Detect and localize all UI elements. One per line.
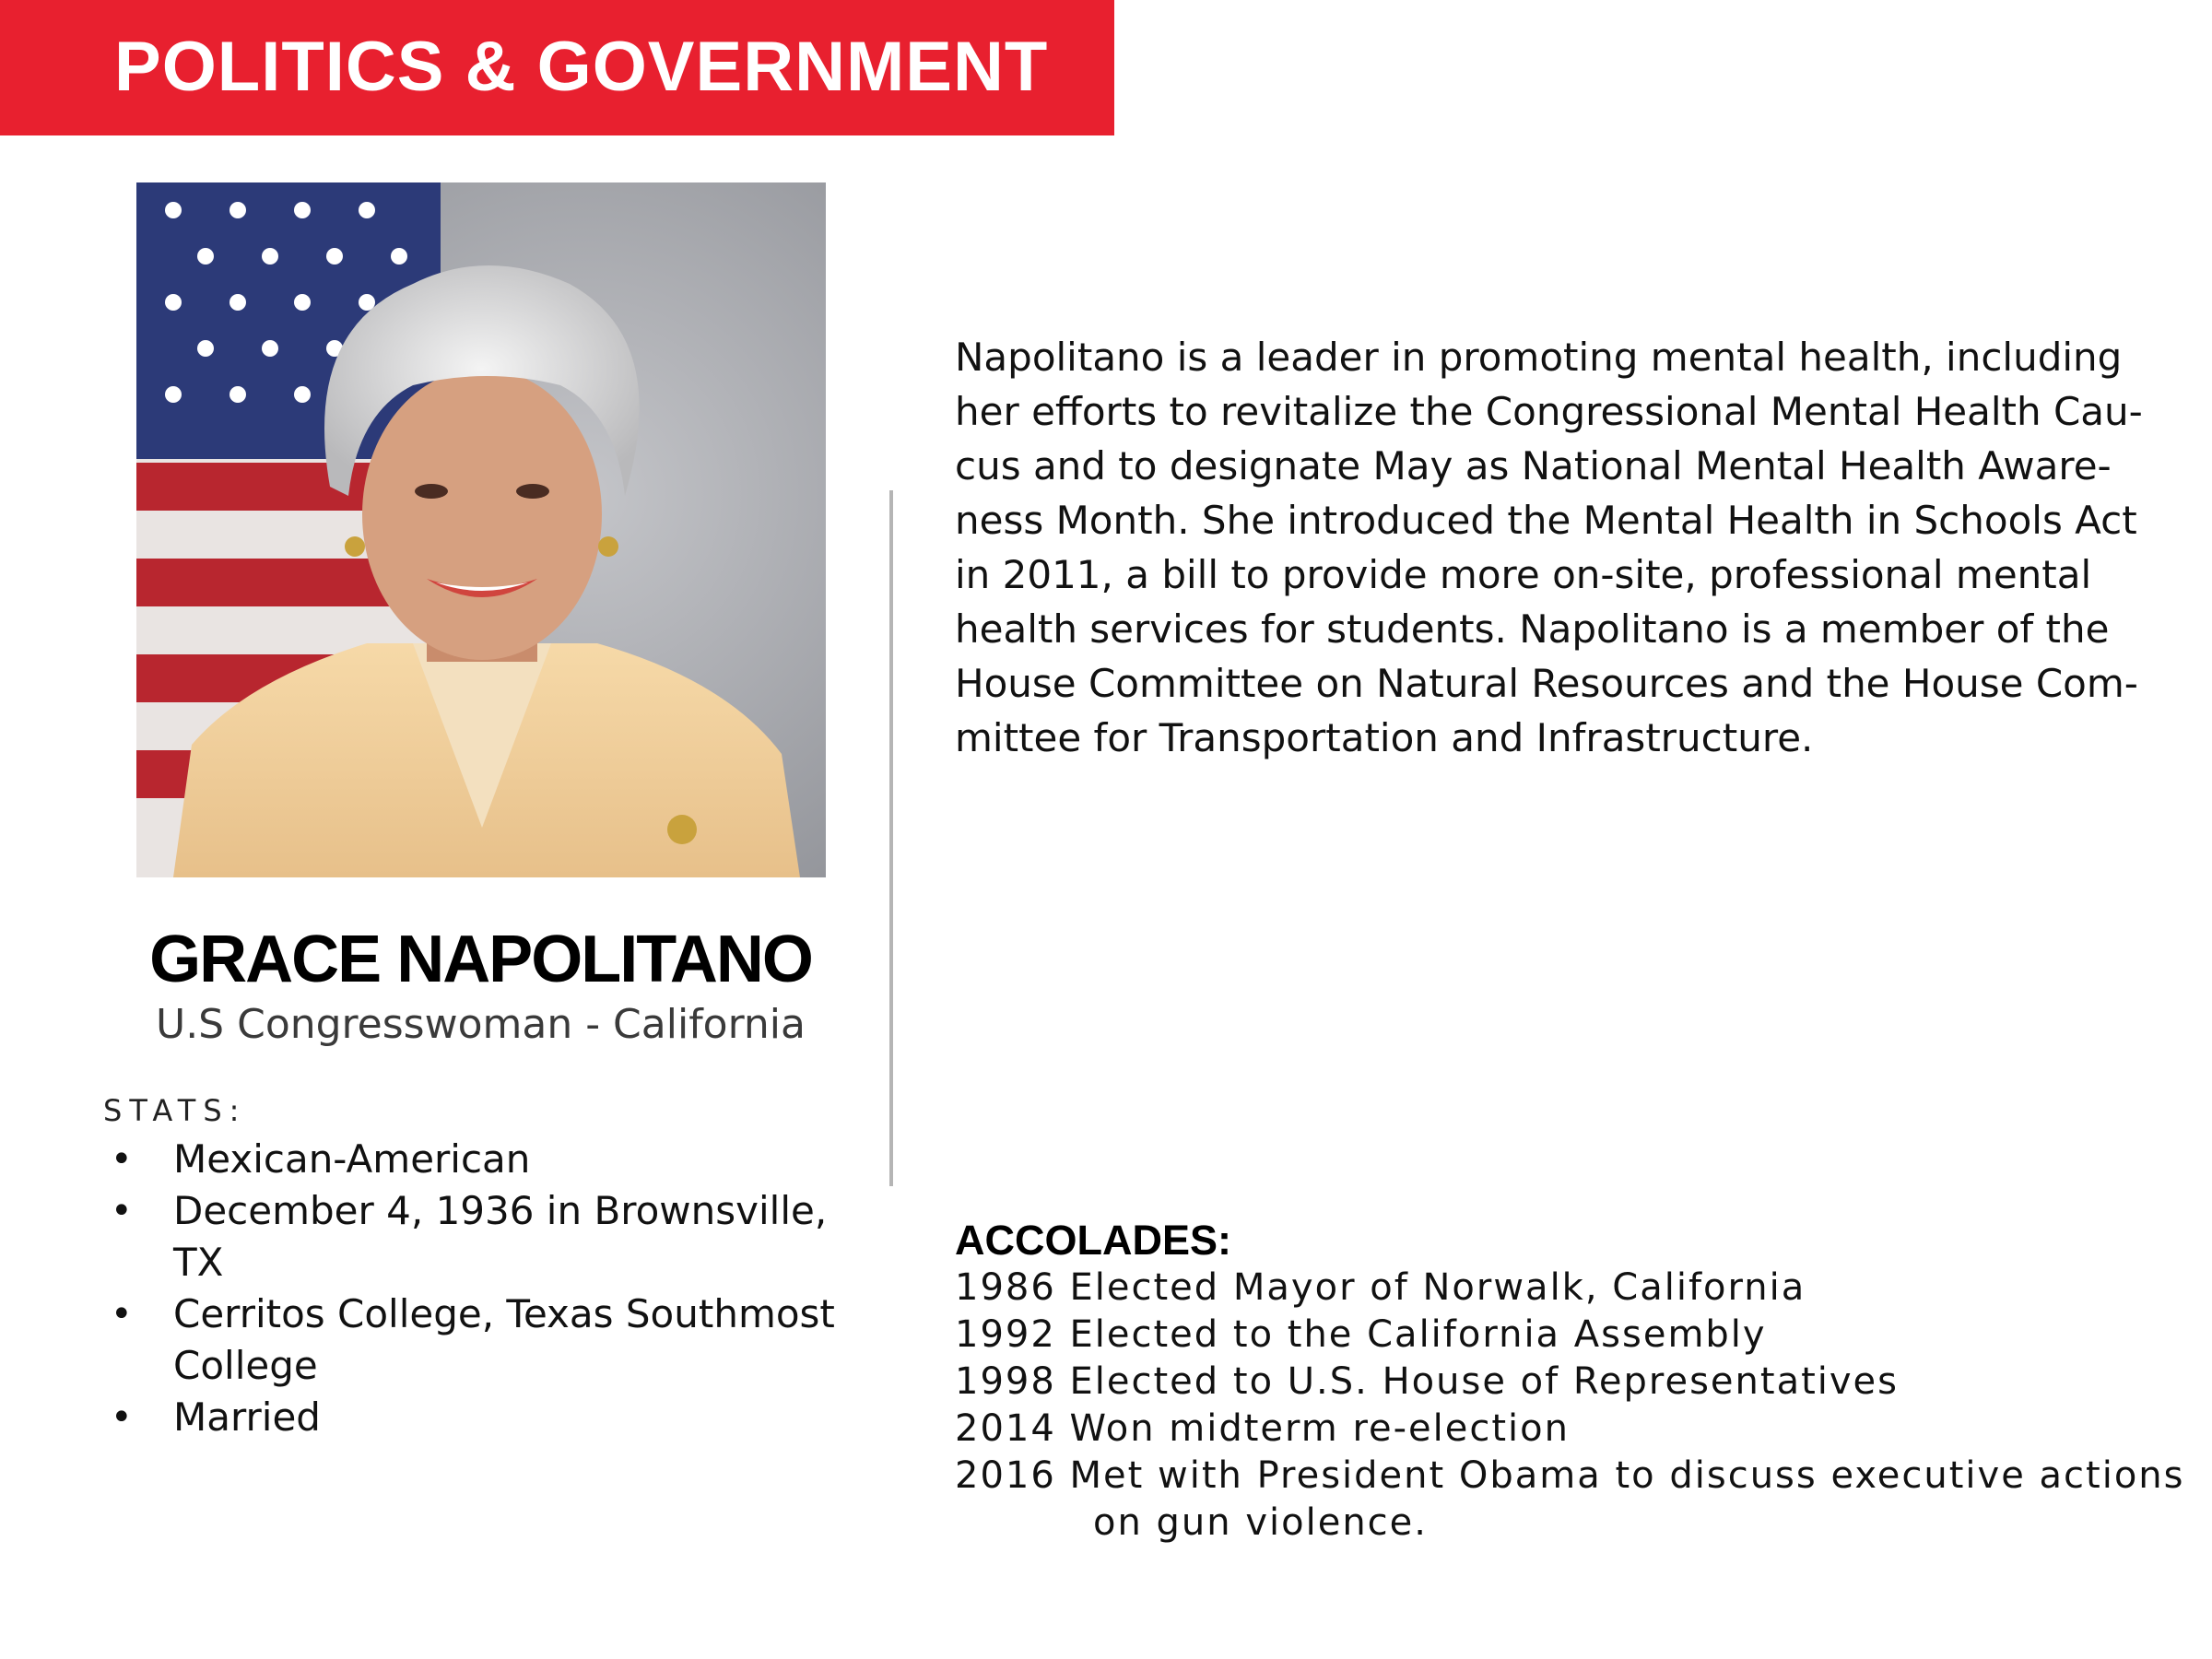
bio-line: ness Month. She introduced the Mental Health in Schools Act — [955, 498, 2137, 543]
list-item: on gun violence. — [1093, 1501, 1428, 1544]
section-banner — [0, 0, 1114, 135]
list-item: 1998 Elected to U.S. House of Representatives — [955, 1360, 1900, 1403]
biography-paragraph — [955, 330, 2143, 765]
stats-heading: STATS: — [103, 1093, 247, 1128]
bullet-icon: • — [111, 1138, 133, 1181]
bio-line: cus and to designate May as National Mental Health Aware- — [955, 443, 2112, 488]
bio-line: in 2011, a bill to provide more on-site, professional mental — [955, 552, 2092, 597]
bio-line: her efforts to revitalize the Congressional Mental Health Cau- — [955, 389, 2143, 434]
portrait-photo — [136, 182, 826, 877]
bullet-icon: • — [111, 1190, 133, 1232]
list-item — [103, 1288, 841, 1392]
list-item: 1986 Elected Mayor of Norwalk, California — [955, 1266, 1806, 1309]
list-item: 2016 Met with President Obama to discuss executive actions — [955, 1454, 2185, 1497]
bio-line: health services for students. Napolitano is a member of the — [955, 606, 2110, 652]
person-name: GRACE NAPOLITANO — [149, 923, 812, 996]
stats-item-line: TX — [173, 1240, 224, 1285]
accolades-heading: ACCOLADES: — [955, 1217, 1231, 1264]
list-item — [103, 1134, 841, 1185]
bullet-icon: • — [111, 1396, 133, 1439]
stats-list — [103, 1134, 841, 1443]
list-item: 2014 Won midterm re-election — [955, 1407, 1570, 1450]
bio-line: Napolitano is a leader in promoting mental health, including — [955, 335, 2123, 380]
list-item — [103, 1185, 841, 1288]
list-item — [103, 1392, 841, 1443]
bio-line: House Committee on Natural Resources and the House Com- — [955, 661, 2138, 706]
stats-item-line: Mexican-American — [173, 1136, 531, 1182]
stats-item-line: Married — [173, 1394, 321, 1440]
stats-item-line: December 4, 1936 in Brownsville, — [173, 1188, 828, 1233]
vertical-divider — [889, 490, 893, 1186]
bullet-icon: • — [111, 1293, 133, 1335]
section-title: POLITICS & GOVERNMENT — [114, 28, 1049, 106]
list-item: 1992 Elected to the California Assembly — [955, 1313, 1767, 1356]
accolades-list — [955, 1265, 2185, 1547]
stats-item-line: College — [173, 1343, 318, 1388]
bio-line: mittee for Transportation and Infrastructure. — [955, 715, 1814, 760]
stats-item-line: Cerritos College, Texas Southmost — [173, 1291, 835, 1336]
person-role: U.S Congresswoman - California — [155, 1001, 806, 1048]
